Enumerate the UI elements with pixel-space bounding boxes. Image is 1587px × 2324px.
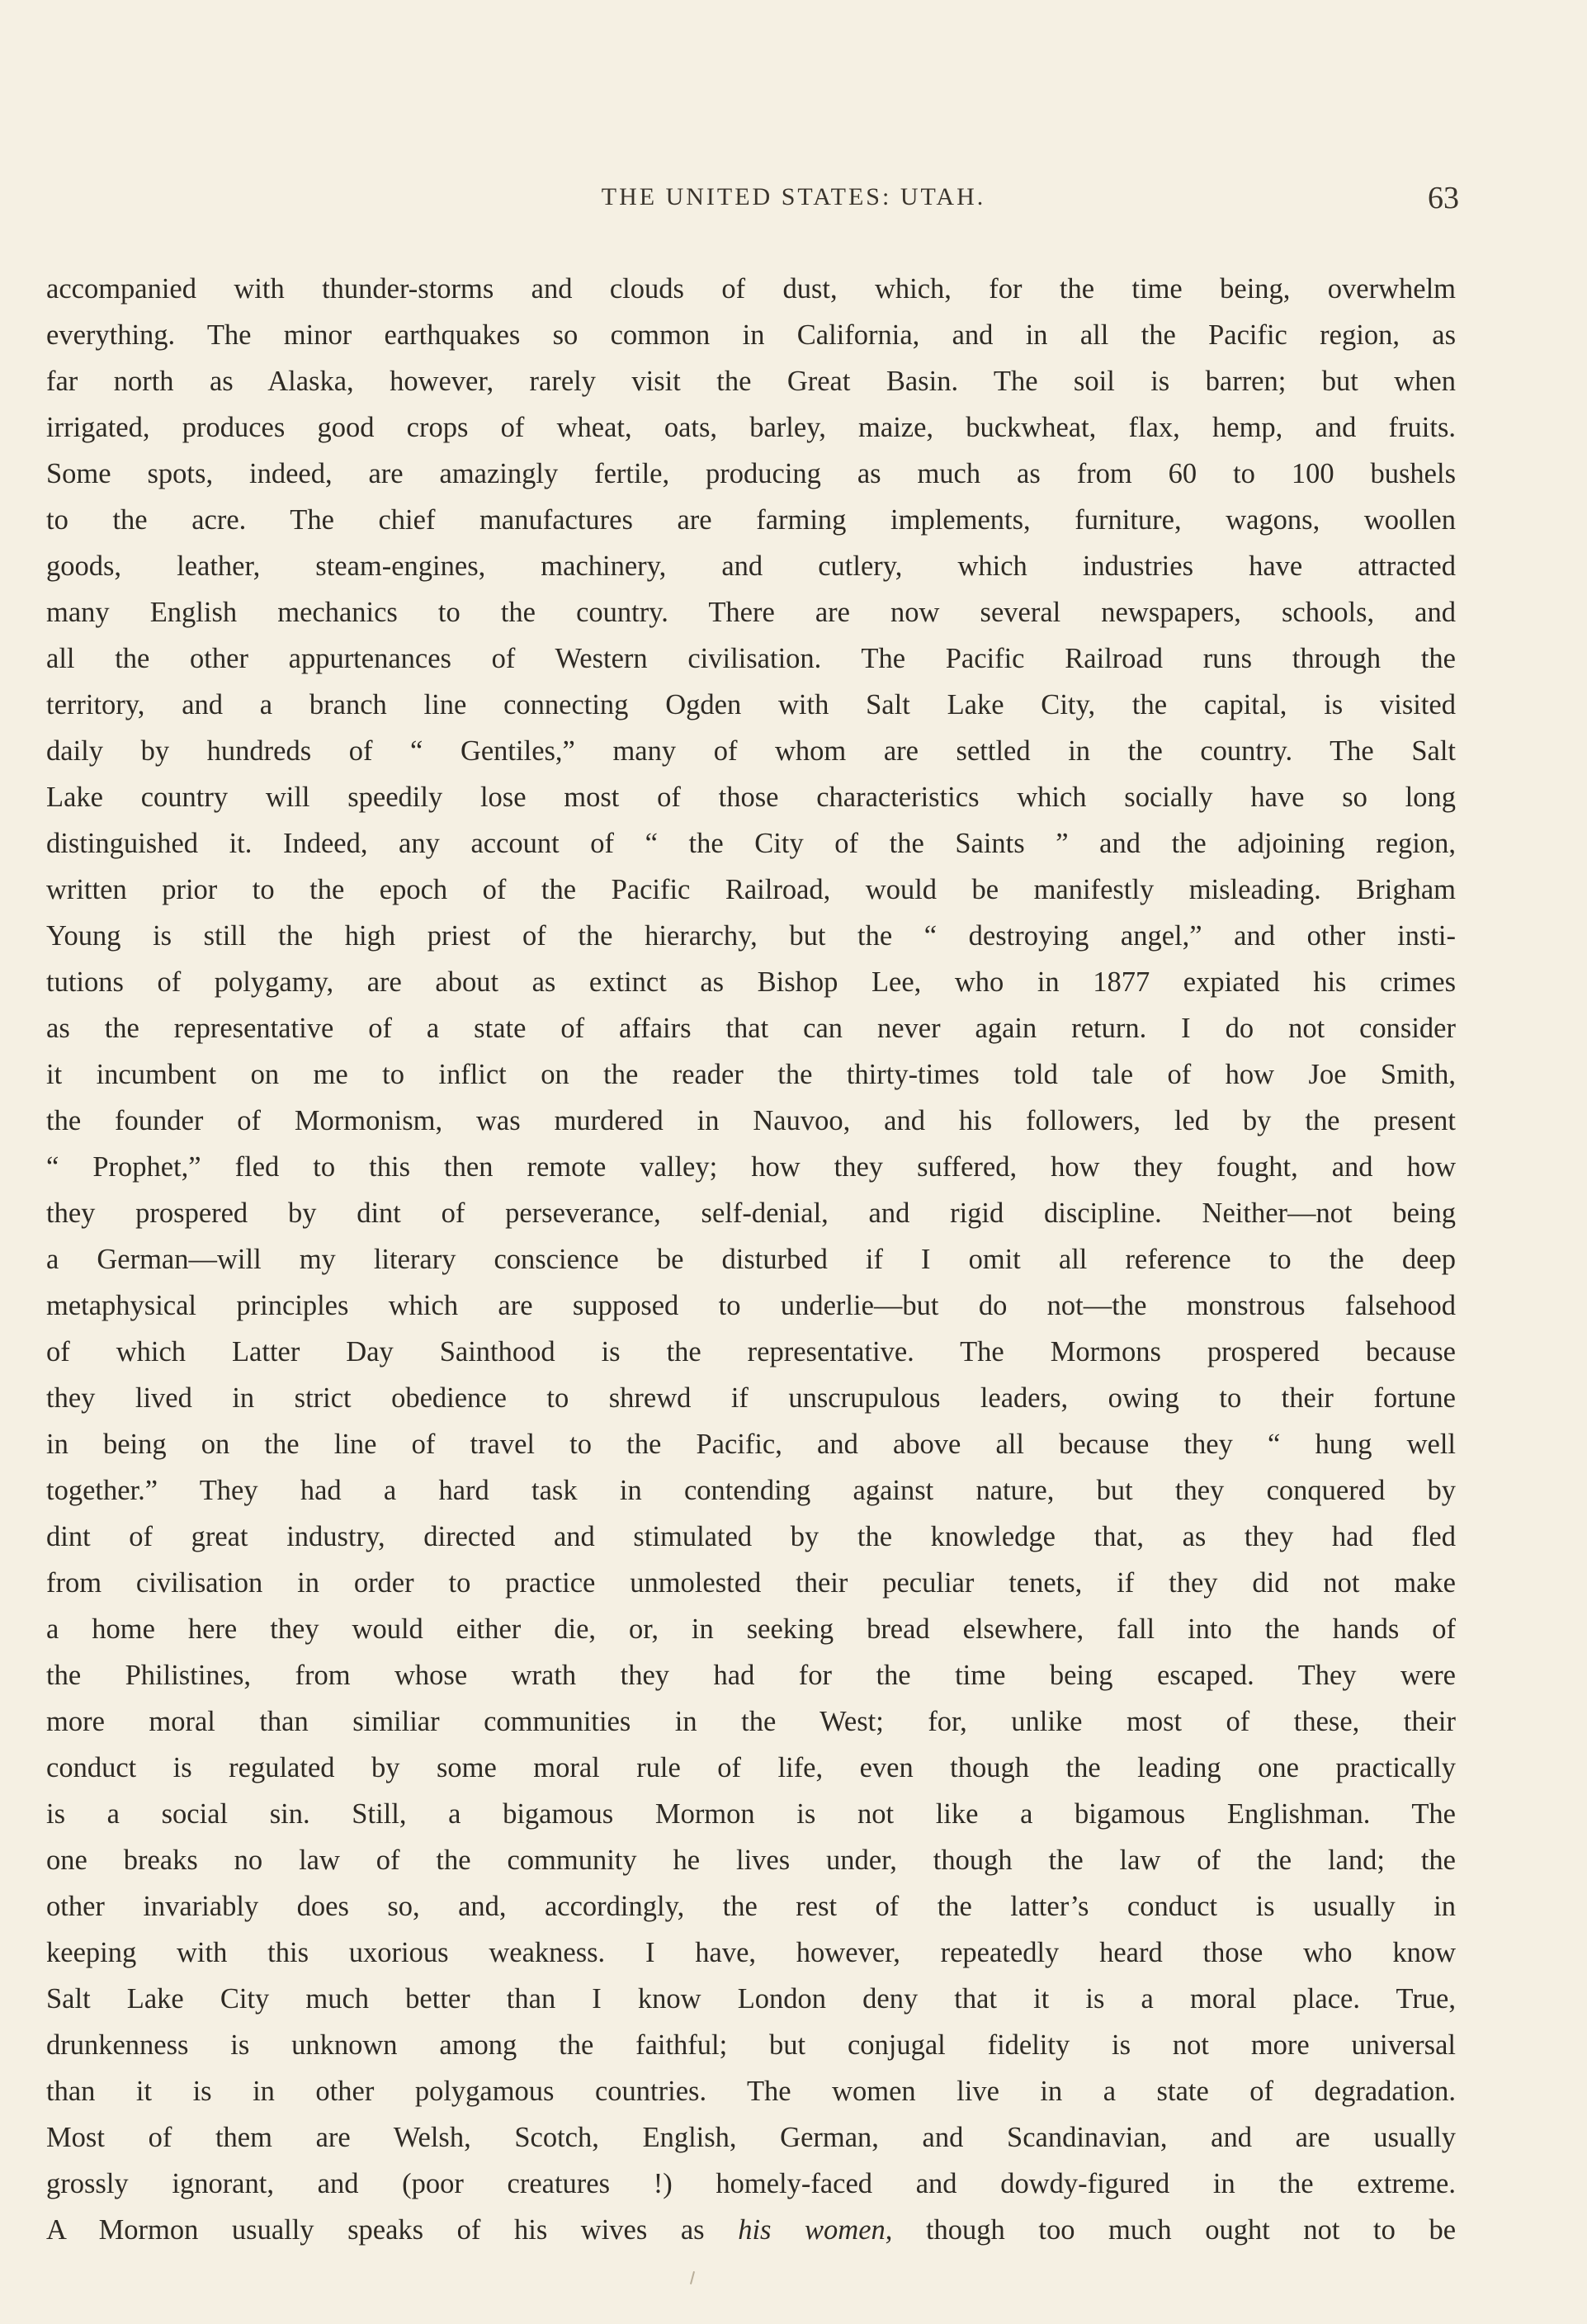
- text-line: other invariably does so, and, accordingly, the rest of the latter’s conduct is usually in: [46, 1891, 1456, 1922]
- page-number: 63: [1428, 181, 1459, 215]
- text-line-last: [46, 2207, 1456, 2253]
- text-line: than it is in other polygamous countries. The women live in a state of degradation.: [46, 2076, 1456, 2107]
- text-line: to the acre. The chief manufactures are farming implements, furniture, wagons, woollen: [46, 504, 1456, 536]
- text-line: “ Prophet,” fled to this then remote valley; how they suffered, how they fought, and how: [46, 1151, 1456, 1183]
- text-line: goods, leather, steam-engines, machinery, and cutlery, which industries have attracted: [46, 550, 1456, 582]
- text-line: metaphysical principles which are supposed to underlie—but do not—the monstrous falsehood: [46, 1290, 1456, 1321]
- text-line: territory, and a branch line connecting Ogden with Salt Lake City, the capital, is visited: [46, 689, 1456, 720]
- text-line: a German—will my literary conscience be disturbed if I omit all reference to the deep: [46, 1244, 1456, 1275]
- text-line: tutions of polygamy, are about as extinct as Bishop Lee, who in 1877 expiated his crimes: [46, 966, 1456, 998]
- body-text: [46, 266, 1456, 2253]
- text-line: distinguished it. Indeed, any account of “ the City of the Saints ” and the adjoining region,: [46, 828, 1456, 859]
- text-line: keeping with this uxorious weakness. I have, however, repeatedly heard those who know: [46, 1937, 1456, 1968]
- text-line: a home here they would either die, or, in seeking bread elsewhere, fall into the hands of: [46, 1613, 1456, 1645]
- text-line: conduct is regulated by some moral rule of life, even though the leading one practically: [46, 1752, 1456, 1783]
- text-line: grossly ignorant, and (poor creatures !) homely-faced and dowdy-figured in the extreme.: [46, 2168, 1456, 2199]
- text-line: one breaks no law of the community he lives under, though the law of the land; the: [46, 1845, 1456, 1876]
- text-line: in being on the line of travel to the Pacific, and above all because they “ hung well: [46, 1429, 1456, 1460]
- text-line: they lived in strict obedience to shrewd if unscrupulous leaders, owing to their fortune: [46, 1382, 1456, 1414]
- text-line: together.” They had a hard task in contending against nature, but they conquered by: [46, 1475, 1456, 1506]
- text-line: is a social sin. Still, a bigamous Mormon is not like a bigamous Englishman. The: [46, 1798, 1456, 1830]
- running-head: [0, 183, 1587, 224]
- text-line: Most of them are Welsh, Scotch, English, German, and Scandinavian, and are usually: [46, 2122, 1456, 2153]
- last-line-before: A Mormon usually speaks of his wives as: [46, 2214, 739, 2246]
- text-line: dint of great industry, directed and stimulated by the knowledge that, as they had fled: [46, 1521, 1456, 1552]
- text-line: Salt Lake City much better than I know London deny that it is a moral place. True,: [46, 1983, 1456, 2015]
- text-line: more moral than similiar communities in the West; for, unlike most of these, their: [46, 1706, 1456, 1737]
- text-line: far north as Alaska, however, rarely visit the Great Basin. The soil is barren; but when: [46, 366, 1456, 397]
- text-line: Lake country will speedily lose most of those characteristics which socially have so long: [46, 782, 1456, 813]
- text-line: drunkenness is unknown among the faithful; but conjugal fidelity is not more universal: [46, 2029, 1456, 2061]
- text-line: accompanied with thunder-storms and clouds of dust, which, for the time being, overwhelm: [46, 273, 1456, 305]
- text-line: all the other appurtenances of Western civilisation. The Pacific Railroad runs through the: [46, 643, 1456, 674]
- text-line: daily by hundreds of “ Gentiles,” many of whom are settled in the country. The Salt: [46, 735, 1456, 767]
- text-line: irrigated, produces good crops of wheat, oats, barley, maize, buckwheat, flax, hemp, and fruits.: [46, 412, 1456, 443]
- text-line: the founder of Mormonism, was murdered in Nauvoo, and his followers, led by the present: [46, 1105, 1456, 1136]
- text-line: Some spots, indeed, are amazingly fertile, producing as much as from 60 to 100 bushels: [46, 458, 1456, 489]
- text-line: Young is still the high priest of the hierarchy, but the “ destroying angel,” and other insti-: [46, 920, 1456, 952]
- text-line: the Philistines, from whose wrath they had for the time being escaped. They were: [46, 1660, 1456, 1691]
- text-line: from civilisation in order to practice unmolested their peculiar tenets, if they did not make: [46, 1567, 1456, 1599]
- text-line: of which Latter Day Sainthood is the representative. The Mormons prospered because: [46, 1336, 1456, 1367]
- text-line: written prior to the epoch of the Pacific Railroad, would be manifestly misleading. Brigham: [46, 874, 1456, 905]
- paper-speck: [690, 2271, 695, 2284]
- text-line: it incumbent on me to inflict on the reader the thirty-times told tale of how Joe Smith,: [46, 1059, 1456, 1090]
- text-line: many English mechanics to the country. There are now several newspapers, schools, and: [46, 597, 1456, 628]
- last-line-after: though too much ought not to be: [892, 2214, 1457, 2246]
- text-line: everything. The minor earthquakes so common in California, and in all the Pacific region, as: [46, 319, 1456, 351]
- text-line: as the representative of a state of affairs that can never again return. I do not consider: [46, 1013, 1456, 1044]
- emphasis-his-women: his women,: [738, 2214, 893, 2246]
- running-title: THE UNITED STATES: UTAH.: [601, 183, 986, 210]
- text-line: they prospered by dint of perseverance, self-denial, and rigid discipline. Neither—not being: [46, 1197, 1456, 1229]
